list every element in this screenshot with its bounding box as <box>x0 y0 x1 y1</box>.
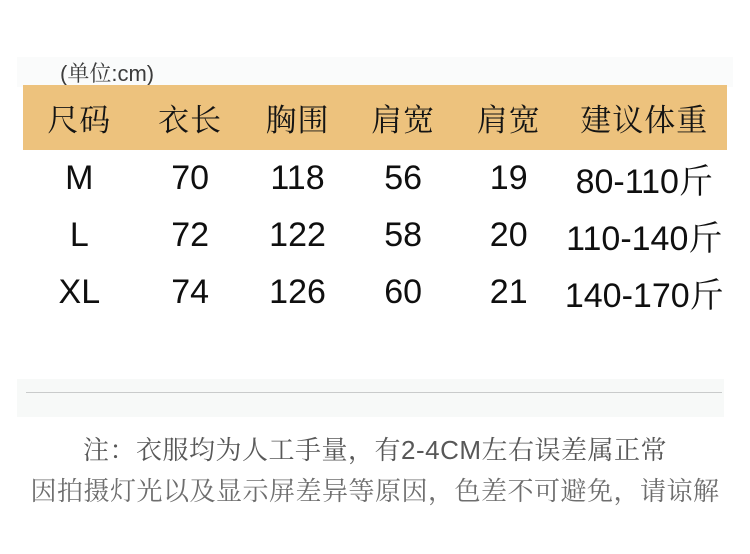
cell-length: 74 <box>171 273 210 311</box>
cell-shoulder-2: 20 <box>489 216 528 254</box>
size-table <box>23 85 727 321</box>
cell-bust: 118 <box>270 159 325 197</box>
cell-size: L <box>69 216 89 254</box>
col-header-length: 衣长 <box>158 103 223 138</box>
cell-bust: 126 <box>269 273 326 311</box>
col-header-size: 尺码 <box>47 103 112 138</box>
note-line-1: 注：衣服均为人工手量，有2-4CM左右误差属正常 <box>82 435 667 465</box>
cell-weight: 80-110斤 <box>575 163 713 201</box>
divider-band <box>17 379 724 417</box>
divider-line <box>26 392 722 393</box>
cell-length: 72 <box>171 216 210 254</box>
cell-size: M <box>65 159 94 197</box>
col-header-weight: 建议体重 <box>580 103 709 138</box>
col-header-shoulder: 肩宽 <box>371 103 436 138</box>
cell-shoulder: 60 <box>384 273 423 311</box>
note-line-2: 因拍摄灯光以及显示屏差异等原因，色差不可避免，请谅解 <box>30 476 720 506</box>
cell-shoulder-2: 21 <box>489 273 528 311</box>
table-row-l <box>23 207 727 264</box>
notes-block <box>0 433 750 508</box>
cell-shoulder: 58 <box>384 216 423 254</box>
cell-weight: 140-170斤 <box>564 277 724 315</box>
cell-shoulder-2: 19 <box>489 159 528 197</box>
cell-bust: 122 <box>269 216 326 254</box>
cell-shoulder: 56 <box>384 159 423 197</box>
cell-length: 70 <box>171 159 210 197</box>
unit-band <box>17 57 733 87</box>
cell-size: XL <box>58 273 101 311</box>
table-row-m <box>23 150 727 207</box>
unit-label: (单位:cm) <box>60 60 155 86</box>
col-header-bust: 胸围 <box>265 103 330 138</box>
table-header-row <box>23 85 727 150</box>
col-header-shoulder-2: 肩宽 <box>476 103 541 138</box>
table-row-xl <box>23 264 727 321</box>
cell-weight: 110-140斤 <box>566 220 723 258</box>
